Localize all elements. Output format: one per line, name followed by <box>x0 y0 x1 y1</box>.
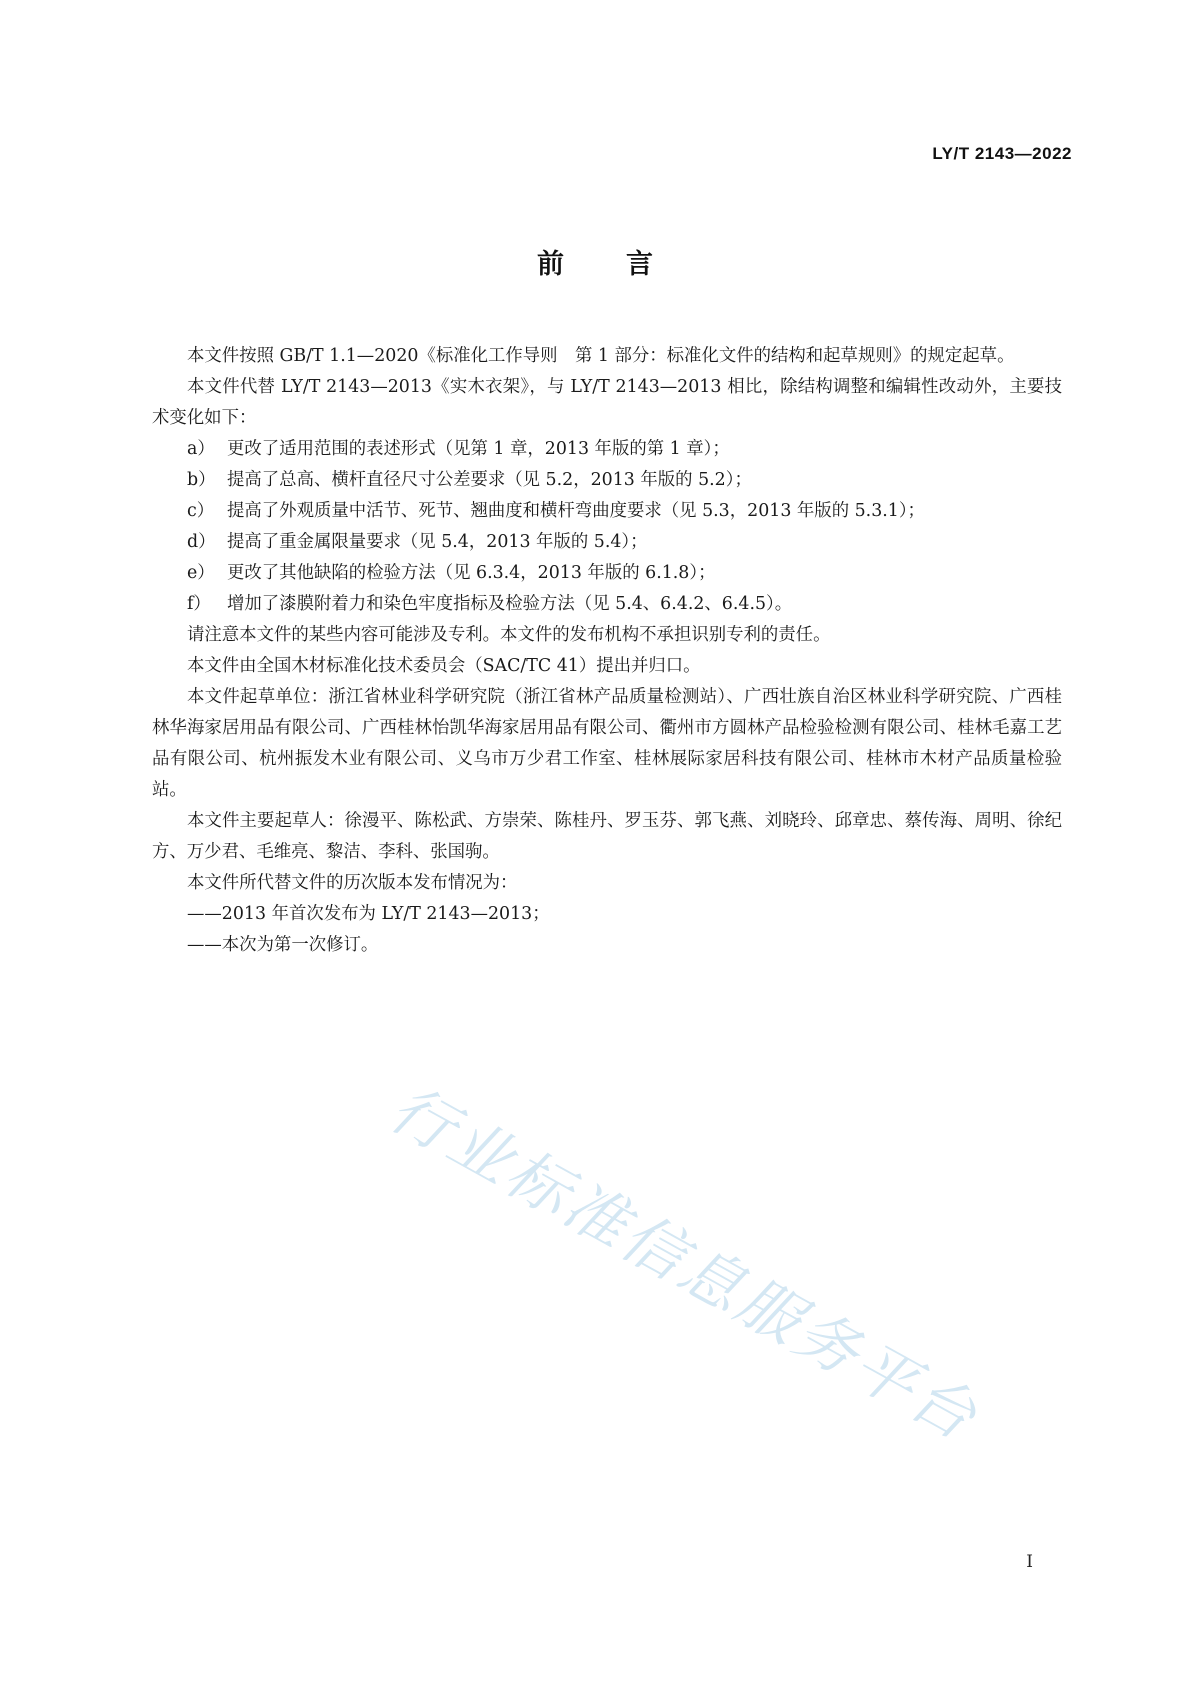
standard-number: LY/T 2143—2022 <box>932 144 1072 163</box>
watermark: 行业标准信息服务平台 <box>378 1071 991 1456</box>
paragraph-committee: 本文件由全国木材标准化技术委员会（SAC/TC 41）提出并归口。 <box>187 656 701 676</box>
list-item <box>152 558 1062 589</box>
list-item-text: 提高了外观质量中活节、死节、翘曲度和横杆弯曲度要求（见 5.3，2013 年版的 5.3.1）； <box>227 501 925 521</box>
paragraph-drafters: 本文件主要起草人：徐漫平、陈松武、方崇荣、陈桂丹、罗玉芬、郭飞燕、刘晓玲、邱章忠、蔡传海、周明、徐纪方、万少君、毛维亮、黎洁、李科、张国驹。 <box>152 811 1062 862</box>
history-item: ——2013 年首次发布为 LY/T 2143—2013； <box>187 904 550 924</box>
list-item <box>152 496 1062 527</box>
list-item-text: 增加了漆膜附着力和染色牢度指标及检验方法（见 5.4、6.4.2、6.4.5）。 <box>227 594 793 614</box>
list-item <box>152 527 1062 558</box>
list-item <box>152 465 1062 496</box>
history-item: ——本次为第一次修订。 <box>187 935 379 955</box>
list-item-text: 提高了重金属限量要求（见 5.4，2013 年版的 5.4）； <box>227 532 648 552</box>
list-item-label: b） <box>187 470 216 490</box>
list-item-label: c） <box>187 501 215 521</box>
list-item <box>152 589 1062 620</box>
paragraph-patent-notice: 请注意本文件的某些内容可能涉及专利。本文件的发布机构不承担识别专利的责任。 <box>187 625 831 645</box>
paragraph-drafting-units: 本文件起草单位：浙江省林业科学研究院（浙江省林产品质量检测站）、广西壮族自治区林业科学研究院、广西桂林华海家居用品有限公司、广西桂林怡凯华海家居用品有限公司、衢州市方圆林产品检验检测有限公司、桂林毛嘉工艺品有限公司、杭州振发木业有限公司、义乌市万少君工作室、桂林展际家居科技有限公司、桂林市木材产品质量检验站。 <box>152 687 1062 800</box>
list-item-label: d） <box>187 532 216 552</box>
list-item-text: 更改了适用范围的表述形式（见第 1 章，2013 年版的第 1 章）； <box>227 439 730 459</box>
page-number: I <box>1026 1552 1033 1572</box>
paragraph-drafting-rules: 本文件按照 GB/T 1.1—2020《标准化工作导则 第 1 部分：标准化文件的结构和起草规则》的规定起草。 <box>187 346 1015 366</box>
list-item-label: e） <box>187 563 215 583</box>
list-item-label: a） <box>187 439 215 459</box>
list-item-text: 提高了总高、横杆直径尺寸公差要求（见 5.2，2013 年版的 5.2）； <box>227 470 752 490</box>
list-item-text: 更改了其他缺陷的检验方法（见 6.3.4，2013 年版的 6.1.8）； <box>227 563 716 583</box>
preface-content <box>152 341 1062 961</box>
paragraph-history-intro: 本文件所代替文件的历次版本发布情况为： <box>187 873 518 893</box>
page-title: 前言 <box>537 249 715 280</box>
list-item-label: f） <box>187 594 211 614</box>
list-item <box>152 434 1062 465</box>
paragraph-replacement: 本文件代替 LY/T 2143—2013《实木衣架》，与 LY/T 2143—2013 相比，除结构调整和编辑性改动外，主要技术变化如下： <box>152 377 1062 428</box>
